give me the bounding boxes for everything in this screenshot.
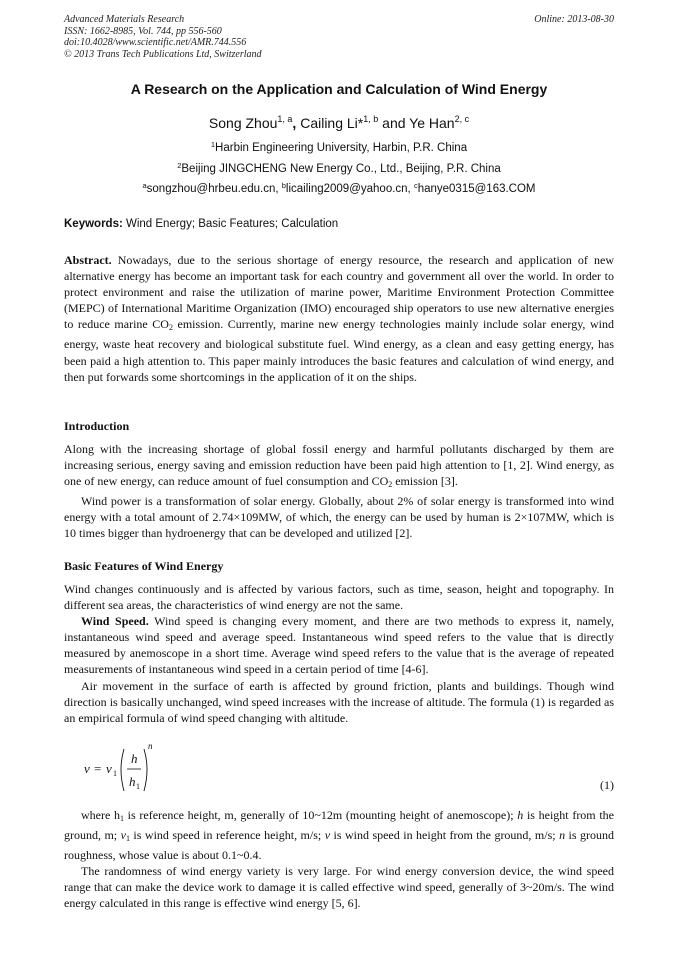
author-affiliation-mark: 1, a: [277, 114, 293, 124]
paragraph-text: is wind speed in height from the ground, m/s;: [330, 828, 560, 843]
paragraph: Air movement in the surface of earth is affected by ground friction, plants and buildings. Though wind direction is basically unchanged, wind speed increases with the increase of altitude. The formula (1) is regarded as an empirical formula of wind speed changing with altitude.: [64, 678, 614, 725]
abstract-label: Abstract.: [64, 253, 112, 267]
math-symbol: v: [120, 828, 126, 843]
online-date: Online: 2013-08-30: [534, 14, 614, 25]
abstract-text: emission. Currently, marine new energy technologies mainly include solar energy, wind energy, waste heat recovery and biological substitute fuel. Wind energy, as a clean and easy getting energy, has been paid a high attention to. This paper mainly introduces the basic features and calculation of wind energy, and then put forwards some shortcomings in the application of it on the ships.: [64, 317, 614, 384]
math-symbol: v: [324, 828, 331, 843]
email-line: [0, 181, 678, 195]
email-text: hanye0315@163.COM: [417, 183, 536, 195]
keywords-text: Wind Energy; Basic Features; Calculation: [122, 218, 339, 230]
journal-name: Advanced Materials Research: [64, 14, 185, 25]
affiliation-text: Harbin Engineering University, Harbin, P.R. China: [215, 142, 468, 154]
math-symbol: n: [559, 828, 566, 843]
author-affiliation-mark: 2, c: [454, 114, 470, 124]
issn: ISSN: 1662-8985, Vol. 744, pp 556-560: [64, 25, 222, 37]
author-name: Song Zhou: [208, 115, 278, 131]
paragraph-text: Along with the increasing shortage of global fossil energy and harmful pollutants discharged by them are increasing serious, energy saving and emission reduction have been paid high attention to [1, 2]. Wind energy, as one of new energy, can reduce amount of fuel consumption and CO: [64, 442, 614, 489]
email-text: songzhou@hrbeu.edu.cn,: [146, 183, 282, 195]
section-heading-introduction: Introduction: [64, 419, 130, 433]
equation-1: [84, 741, 204, 795]
formula-v1-subscript: 1: [113, 769, 117, 778]
paper-title: A Research on the Application and Calculation of Wind Energy: [130, 81, 548, 97]
basic-features-section: [64, 581, 614, 726]
affiliation-mark: 1: [210, 140, 216, 149]
formula-exponent: n: [148, 741, 153, 751]
formula-v1: v: [106, 761, 112, 776]
subscript: 1: [125, 834, 130, 844]
paragraph-text: emission [3].: [392, 474, 458, 489]
affiliation-text: Beijing JINGCHENG New Energy Co., Ltd., Beijing, P.R. China: [181, 163, 501, 175]
affiliation-1: [0, 140, 678, 154]
abstract-paragraph: [64, 252, 614, 385]
doi: doi:10.4028/www.scientific.net/AMR.744.556: [64, 37, 247, 48]
affiliation-mark: 2: [177, 161, 182, 170]
paragraph-text: Wind speed is changing every moment, and there are two methods to express it, namely, instantaneous wind speed and average speed. Instantaneous wind speed refers to the value that is directly measured by anemoscope in a short time. Average wind speed refers to the value that is the average of repeated measurements of instantaneous wind speed in a certain period of time [4-6].: [64, 614, 615, 677]
copyright: © 2013 Trans Tech Publications Ltd, Switzerland: [64, 48, 262, 60]
author-affiliation-mark: 1, b: [363, 114, 379, 124]
email-text: licailing2009@yahoo.cn,: [285, 183, 414, 195]
paragraph-text: where h: [81, 808, 120, 822]
abstract-text: Nowadays, due to the serious shortage of energy resource, the research and application of new alternative energy has become an important task for each country and government all over the world. In order to protect environment and raise the utilization of marine power, Maritime Environment Protection Committee (MEPC) of International Maritime Organization (IMO) encouraged ship operators to use new alternative energies to reduce marine CO: [64, 253, 614, 332]
formula-lhs: v: [84, 761, 90, 776]
author-line: [0, 114, 678, 131]
paragraph: [64, 613, 614, 677]
paragraph-text: is wind speed in reference height, m/s;: [129, 828, 325, 843]
keywords-label: Keywords:: [64, 218, 123, 230]
paragraph-text: is reference height, m, generally of 10~12m (mounting height of anemoscope);: [124, 808, 518, 822]
math-symbol: h: [517, 808, 524, 822]
paragraph: Wind changes continuously and is affected by various factors, such as time, season, height and topography. In different sea areas, the characteristics of wind energy are not the same.: [64, 582, 614, 613]
affiliation-2: [0, 161, 678, 175]
basic-features-continued: [64, 807, 614, 912]
author-name: Ye Han: [409, 115, 455, 131]
subscript: 2: [388, 480, 393, 490]
paragraph: Wind power is a transformation of solar energy. Globally, about 2% of solar energy is transformed into wind energy with a total amount of 2.74×109MW, of which, the energy can be used by human is 2×107MW, which is 10 times bigger than hydroenergy that can be developed and utilized [2].: [64, 494, 614, 541]
paragraph: [64, 441, 614, 493]
paragraph: [64, 807, 614, 863]
formula-numerator: h: [131, 751, 138, 766]
keywords: [64, 218, 338, 230]
formula-equals: =: [94, 761, 102, 776]
formula-denominator-subscript: 1: [136, 782, 140, 791]
section-heading-basic-features: Basic Features of Wind Energy: [64, 559, 224, 573]
subscript: 2: [168, 323, 173, 333]
author-separator: ,: [292, 115, 297, 131]
author-conjunction: and: [378, 115, 410, 131]
subscript: 1: [120, 814, 124, 823]
run-in-heading: Wind Speed.: [81, 614, 149, 629]
paragraph-text: is ground roughness, whose value is about 0.1~0.4.: [64, 828, 615, 863]
equation-number: (1): [600, 778, 614, 792]
introduction-section: [64, 441, 614, 542]
email-mark: c: [413, 181, 418, 190]
left-paren: [121, 749, 124, 791]
formula-denominator: h: [129, 774, 136, 789]
journal-header: [64, 14, 262, 60]
abstract: [64, 252, 614, 385]
right-paren: [144, 749, 147, 791]
paragraph-text: is height from the ground, m;: [64, 808, 614, 843]
author-name: Cailing Li*: [300, 115, 364, 131]
email-mark: b: [281, 181, 286, 190]
email-mark: a: [142, 181, 147, 190]
paragraph: The randomness of wind energy variety is very large. For wind energy conversion device, the wind speed range that can make the device work to damage it is called effective wind speed, generally of 3~20m/s. The wind energy calculated in this range is effective wind energy [5, 6].: [64, 864, 614, 911]
